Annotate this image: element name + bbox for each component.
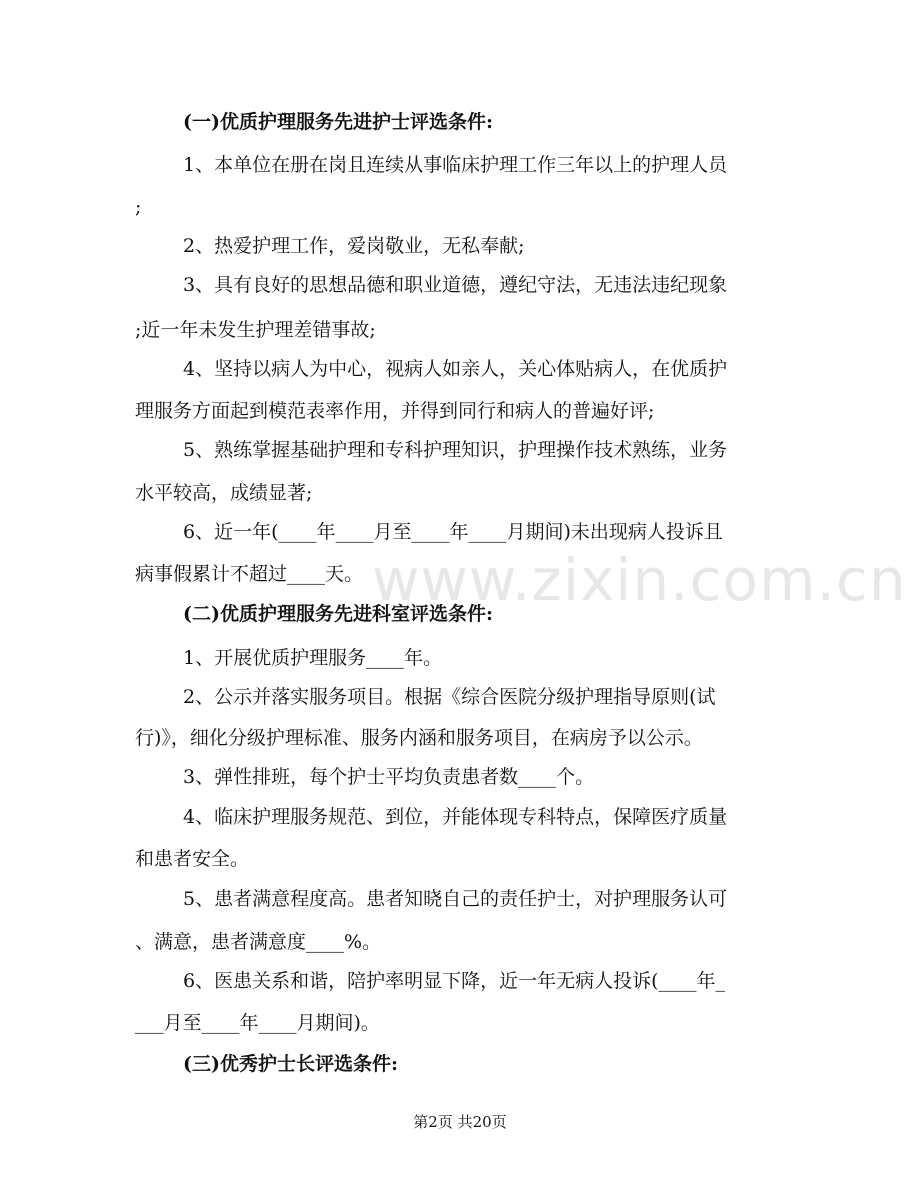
paragraph-line: 4、坚持以病人为中心，视病人如亲人，关心体贴病人，在优质护 [183,358,728,380]
paragraph-line: 理服务方面起到模范表率作用，并得到同行和病人的普遍好评; [135,400,655,422]
paragraph-line: 病事假累计不超过____天。 [135,563,364,585]
paragraph-line: 3、弹性排班，每个护士平均负责患者数____个。 [183,766,595,788]
paragraph-line: 行)》，细化分级护理标准、服务内涵和服务项目，在病房予以公示。 [135,727,703,749]
section-heading-1: (一)优质护理服务先进护士评选条件: [183,111,493,133]
paragraph-line: 、满意，患者满意度____%。 [135,931,382,953]
paragraph-line: ;近一年未发生护理差错事故; [135,319,376,341]
paragraph-line: 6、近一年(____年____月至____年____月期间)未出现病人投诉且 [183,521,723,543]
watermark: www.zixin.com.cn [372,546,907,614]
paragraph-line: 5、患者满意程度高。患者知晓自己的责任护士，对护理服务认可 [183,888,728,910]
paragraph-line: 2、公示并落实服务项目。根据《综合医院分级护理指导原则(试 [183,686,716,708]
paragraph-line: 和患者安全。 [135,848,250,870]
paragraph-line: 6、医患关系和谐，陪护率明显下降，近一年无病人投诉(____年_ [183,970,726,992]
paragraph-line: 4、临床护理服务规范、到位，并能体现专科特点，保障医疗质量 [183,806,728,828]
paragraph-line: ; [135,196,142,218]
paragraph-line: 1、开展优质护理服务____年。 [183,647,443,669]
paragraph-line: ___月至____年____月期间)。 [135,1012,380,1034]
paragraph-line: 3、具有良好的思想品德和职业道德，遵纪守法，无违法违纪现象 [183,274,728,296]
section-heading-3: (三)优秀护士长评选条件: [183,1053,398,1075]
paragraph-line: 1、本单位在册在岗且连续从事临床护理工作三年以上的护理人员 [183,154,728,176]
page-number: 第2页 共20页 [413,1113,507,1131]
paragraph-line: 5、熟练掌握基础护理和专科护理知识，护理操作技术熟练，业务 [183,439,728,461]
paragraph-line: 水平较高，成绩显著; [135,482,313,504]
paragraph-line: 2、热爱护理工作，爱岗敬业，无私奉献; [183,235,525,257]
section-heading-2: (二)优质护理服务先进科室评选条件: [183,603,493,625]
